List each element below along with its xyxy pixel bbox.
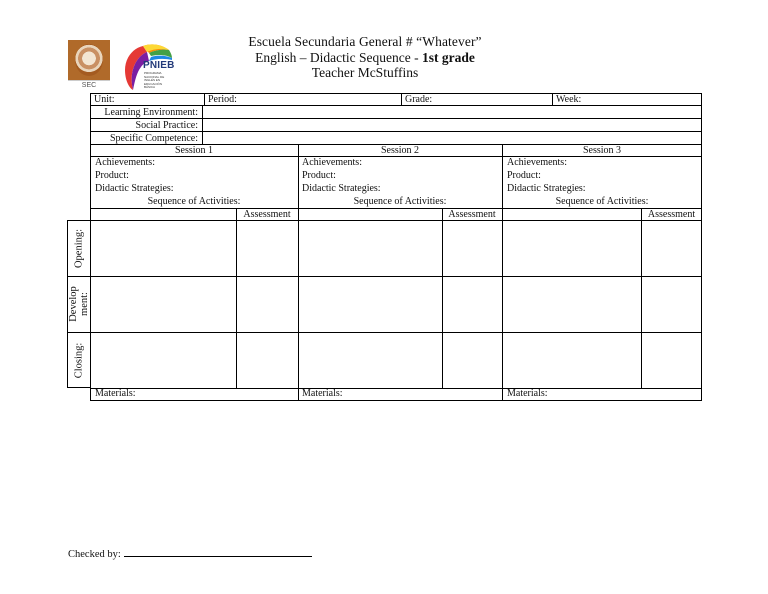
school-name: Escuela Secundaria General # “Whatever” (248, 34, 482, 49)
session-1-materials: Materials: (95, 388, 136, 399)
session-2-materials: Materials: (302, 388, 343, 399)
closing-label: Closing: (73, 342, 85, 379)
pnieb-name: PNIEB (143, 60, 175, 71)
session-1-achievements: Achievements: (95, 157, 155, 168)
session-1-product: Product: (95, 170, 129, 181)
sec-logo-label: SEC (68, 80, 110, 91)
session-2-sequence: Sequence of Activities: (353, 196, 447, 207)
period-label: Period: (208, 94, 237, 105)
checked-by-line (68, 547, 312, 560)
session-1-strategies: Didactic Strategies: (95, 183, 174, 194)
session-2-achievements: Achievements: (302, 157, 362, 168)
session-3-sequence: Sequence of Activities: (555, 196, 649, 207)
session-1-sequence: Sequence of Activities: (147, 196, 241, 207)
grade-field-label: Grade: (405, 94, 433, 105)
grade-label: 1st grade (421, 50, 475, 65)
session-3-achievements: Achievements: (507, 157, 567, 168)
week-label: Week: (556, 94, 582, 105)
opening-label: Opening: (73, 228, 85, 269)
signature-line[interactable] (124, 547, 312, 557)
checked-by-label: Checked by: (68, 549, 121, 560)
teacher-name: Teacher McStuffins (311, 65, 419, 80)
development-label-line-1: Develop (68, 286, 79, 322)
session-3-materials: Materials: (507, 388, 548, 399)
development-label-line-2: ment: (79, 292, 90, 316)
sec-logo (68, 40, 110, 90)
session-2-title: Session 2 (380, 145, 420, 156)
session-2-assessment: Assessment (448, 209, 496, 220)
session-3-assessment: Assessment (647, 209, 696, 220)
session-1-title: Session 1 (174, 145, 214, 156)
development-label (68, 274, 90, 334)
unit-label: Unit: (94, 94, 115, 105)
sec-seal-icon (68, 40, 110, 80)
pnieb-logo (121, 40, 176, 92)
session-3-product: Product: (507, 170, 541, 181)
session-3-strategies: Didactic Strategies: (507, 183, 586, 194)
subject-line (200, 50, 530, 66)
social-practice-label: Social Practice: (135, 120, 198, 131)
pnieb-subtitle: PROGRAMA NACIONAL DE INGLÉS EN EDUCACIÓN BÁSICA (144, 71, 165, 89)
learning-environment-label: Learning Environment: (104, 107, 198, 118)
session-3-title: Session 3 (582, 145, 622, 156)
subject-prefix: English – Didactic Sequence - (255, 50, 422, 65)
session-1-assessment: Assessment (243, 209, 291, 220)
specific-competence-label: Specific Competence: (109, 133, 198, 144)
session-2-strategies: Didactic Strategies: (302, 183, 381, 194)
session-2-product: Product: (302, 170, 336, 181)
